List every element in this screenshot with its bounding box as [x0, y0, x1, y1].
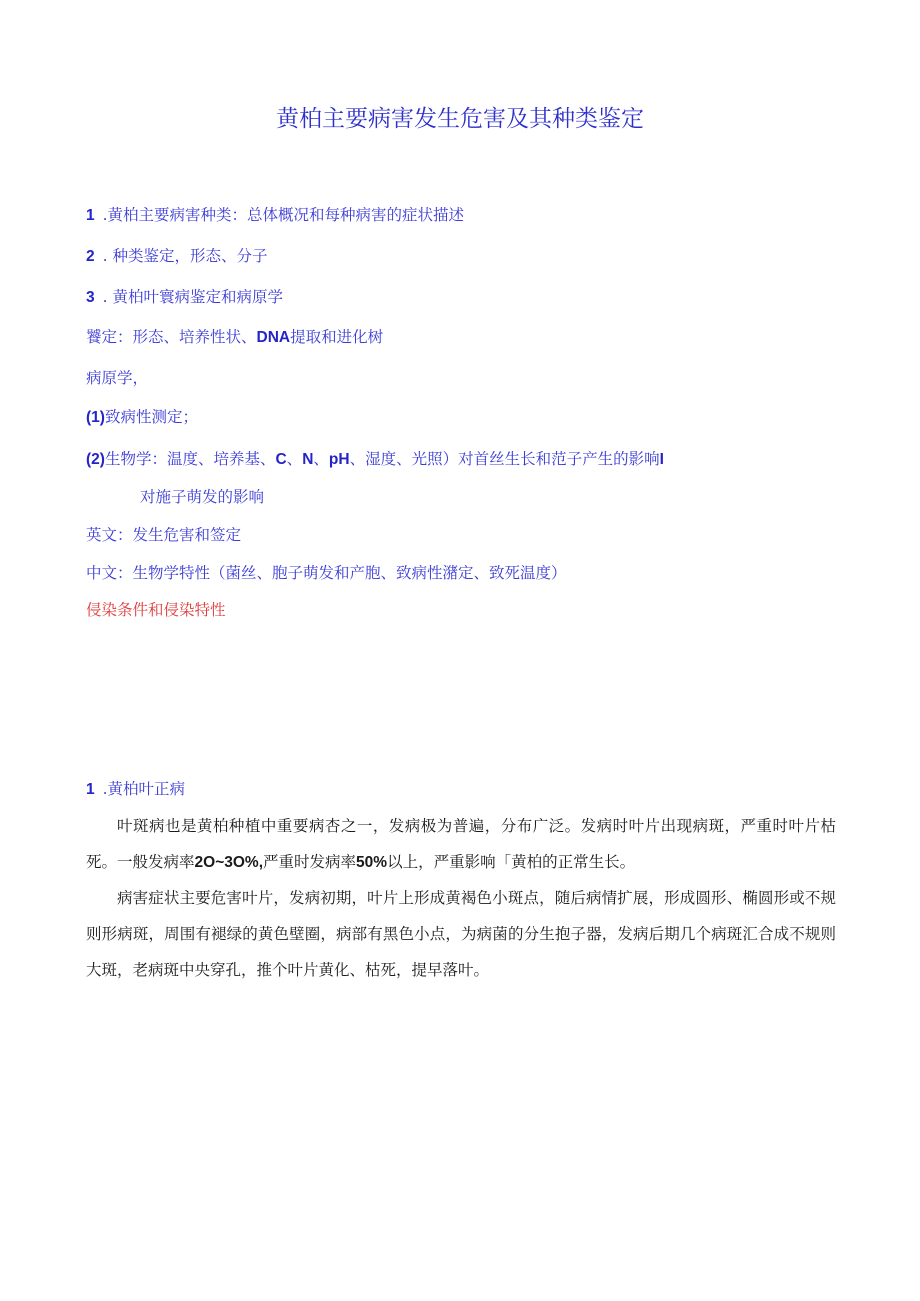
pathology-point-2-text-b: 、湿度、光照）对首丝生长和范子产生的影响	[349, 450, 660, 468]
identification-line	[86, 325, 383, 347]
section-1-number: 1	[86, 781, 95, 798]
paragraph-1-text-b: 严重时发病率	[263, 853, 357, 871]
identification-suffix: 提取和进化树	[290, 328, 384, 346]
pathology-point-2-c: C	[275, 451, 287, 468]
pathology-point-2-text-a: 生物学：温度、培养基、	[104, 450, 276, 468]
section-1-paragraph-2: 病害症状主要危害叶片，发病初期，叶片上形成黄褐色小斑点，随后病情扩展，形成圆形、椭圆形或不规则形病斑，周围有褪绿的黄色壁圈，病部有黑色小点，为病菌的分生抱子器，发病后期几个病斑汇合成不规则大斑，老病斑中央穿孔，推个叶片黄化、枯死，提早落叶。	[86, 889, 836, 979]
pathology-point-2-sep1: 、	[286, 450, 303, 468]
section-1-title: .黄柏叶正病	[102, 780, 186, 798]
outline-item-2-text: . 种类鉴定，形态、分子	[102, 247, 268, 265]
outline-item-2-number: 2	[86, 248, 95, 265]
outline-item-1-number: 1	[86, 207, 95, 224]
paragraph-1-rate-severe: 50%	[356, 854, 388, 871]
outline-item-3-number: 3	[86, 289, 95, 306]
pathology-point-1-number: (1)	[86, 409, 105, 426]
pathology-point-2-end: I	[659, 451, 664, 468]
outline-item-3	[86, 285, 283, 307]
identification-dna: DNA	[256, 329, 291, 346]
page-title: 黄柏主要病害发生危害及其种类鉴定	[276, 106, 644, 132]
paragraph-1-text-c: 以上，严重影响「黄柏的正常生长。	[387, 853, 636, 871]
pathology-point-1	[86, 405, 198, 427]
pathology-point-2-sep2: 、	[313, 450, 329, 468]
pathology-point-2-n: N	[302, 451, 314, 468]
section-1-heading	[86, 777, 185, 799]
pathology-point-2-ph: pH	[328, 451, 350, 468]
pathology-point-2-continuation: 对施子萌发的影响	[140, 488, 265, 506]
pathology-point-2-number: (2)	[86, 451, 105, 468]
outline-item-1-text: .黄柏主要病害种类：总体概况和每种病害的症状描述	[102, 206, 465, 224]
identification-prefix: 饕定：形态、培养性状、	[86, 328, 257, 346]
pathology-line: 病原学，	[86, 369, 149, 387]
section-1-paragraph-1	[86, 808, 836, 881]
english-line: 英文：发生危害和签定	[86, 526, 242, 544]
outline-item-3-text: . 黄柏叶寰病鉴定和病原学	[102, 288, 283, 306]
outline-item-2	[86, 244, 267, 266]
paragraph-1-rate-normal: 2O~3O%,	[194, 854, 264, 871]
paragraph-1-text-a: 叶斑病也是黄柏种植中重要病杏之一，发病极为普遍，分布广泛。发病时叶片出现病斑，严重时叶片枯死。一般发病率	[86, 817, 836, 871]
outline-item-1	[86, 203, 464, 225]
pathology-point-2	[86, 447, 664, 469]
chinese-line: 中文：生物学特性（菌丝、胞子萌发和产胞、致病性潴定、致死温度）	[86, 564, 567, 582]
pathology-point-1-text: 致病性测定；	[104, 408, 198, 426]
infection-line: 侵染条件和侵染特性	[86, 601, 226, 619]
